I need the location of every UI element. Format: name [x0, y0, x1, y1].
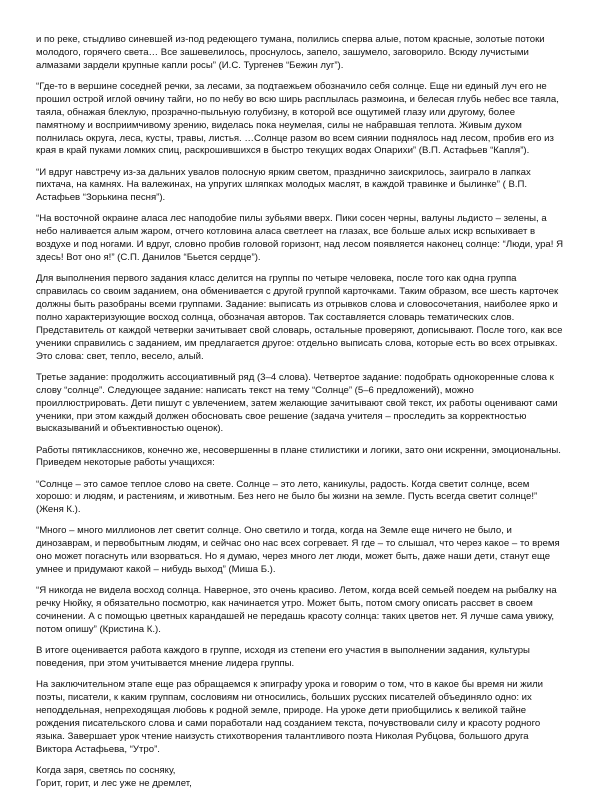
poem-line: Когда заря, светясь по сосняку,: [36, 764, 176, 776]
text-paragraph: и по реке, стыдливо синевшей из-под редеющего тумана, полились сперва алые, потом красные, золотые потоки молодого, горячего света… Все зашевелилось, проснулось, запело, зашумело, заговорило. Всюду лучистыми алмазами зардели крупные капли росы” (И.С. Тургенев “Бежин луг”).: [36, 34, 545, 71]
student-work-paragraph: “Солнце – это самое теплое слово на свете. Солнце – это лето, каникулы, радость. Когда светит солнце, всем хорошо: и людям, и растениям, и животным. Без него не было бы жизни на земле. Пусть всегда светит солнце!” (Женя К.).: [36, 478, 538, 516]
student-work-paragraph: “Я никогда не видела восход солнца. Наверное, это очень красиво. Летом, когда всей семьей поедем на рыбалку на речку Нюйку, я обязательно посмотрю, как начинается утро. Может быть, потом смогу описать рассвет в своем сочинении. А с помощью цветных карандашей не передашь красоту солнца: таких цветов нет. Я лучше сама увижу, потом опишу” (Кристина К.).: [36, 585, 557, 635]
quote-paragraph: “На восточной окраине аласа лес наподобие пилы зубьями вверх. Пики сосен черны, валуны льдисто – зелены, а небо наливается алым жаром, отчего котловина аласа светлеет на глазах, все больше алых искр вспыхивает в воздухе и под ногами. И вдруг, словно пробив головой горизонт, над лесом появляется наконец солнце: “Люди, ура! Я здесь! Вот оно я!” (С.П. Данилов “Бьется сердце”).: [36, 213, 564, 264]
text-paragraph: Третье задание: продолжить ассоциативный ряд (3–4 слова). Четвертое задание: подобрать однокоренные слова к слову “солнце”. Следующее задание: написать текст на тему “Солнце” (5–6 предложений), можно проиллюстрировать. Дети пишут с увлечением, затем желающие зачитывают свой текст, их работы оценивают сами ученики, при этом каждый должен обосновать свое решение (задача учителя – проследить за корректностью высказываний и объективностью оценок).: [36, 371, 558, 435]
text-paragraph: Работы пятиклассников, конечно же, несовершенны в плане стилистики и логики, зато они искренни, эмоциональны. Приведем некоторые работы учащихся:: [36, 444, 561, 469]
poem-line: Горит, горит, и лес уже не дремлет,: [36, 777, 192, 789]
quote-paragraph: “И вдруг навстречу из-за дальних увалов полосную ярким светом, празднично заискрилось, заиграло в лапках пихтача, на камнях. На валежинах, на упругих шляпках молодых маслят, в каждой травинке и былинке” ( В.П. Астафьев “Зорькина песня”).: [36, 166, 531, 204]
text-paragraph: В итоге оценивается работа каждого в группе, исходя из степени его участия в выполнении задания, культуры поведения, при этом учитывается мнение лидера группы.: [36, 645, 530, 669]
text-paragraph: На заключительном этапе еще раз обращаемся к эпиграфу урока и говорим о том, что в какое бы время ни жили поэты, писатели, к каким группам, сословиям ни относились, больших русских писателей объединяло одно: их неподдельная, непреходящая любовь к родной земле, природе. На уроке дети приобщились к великой тайне рождения писательского слова и сами поработали над созданием текста, почувствовали силу и красоту родного языка. Завершает урок чтение наизусть стихотворения талантливого поэта Николая Рубцова, большого друга Виктора Астафьева, “Утро”.: [36, 679, 544, 755]
quote-paragraph: “Где-то в вершине соседней речки, за лесами, за подтаежьем обозначило себя солнце. Еще ни единый луч его не прошил острой иглой овчину тайги, но по небу во всю ширь расплылась размоина, и белесая глубь небес все таяла, таяла, обнажая блеклую, прозрачно-пыльную голубизну, в которой все ощутимей глазу или другому, более памятному и восприимчивому зрению, виделась пока неумелая, силы не набравшая теплота. Живым духом полнилась округа, леса, кусты, травы, листья. …Солнце разом во всем сиянии поднялось над лесом, пробив его из края в край пуками ломких спиц, раскрошившихся в быстро текущих водах Опарихи” (В.П. Астафьев “Капля”).: [36, 80, 559, 157]
text-paragraph: Для выполнения первого задания класс делится на группы по четыре человека, после того как одна группа справилась со своим заданием, она обменивается с другой группой карточками. Таким образом, все шесть карточек должны быть разобраны всеми группами. Задание: выписать из отрывков слова и словосочетания, наиболее ярко и полно характеризующие восход солнца, обозначая авторов. Так составляется словарь тематических слов. Представитель от каждой четверки зачитывает свой словарь, остальные проверяют, дописывают. После того, как все ученики справились с заданием, им предлагается другое: отдельно выписать слова, которые есть во всех отрывках. Это слова: свет, тепло, весело, алый.: [36, 273, 563, 362]
student-work-paragraph: “Много – много миллионов лет светит солнце. Оно светило и тогда, когда на Земле еще ничего не было, и динозаврам, и первобытным людям, и сейчас оно нас всех согревает. Я где – то слышал, что через какое – то время оно может погаснуть или взорваться. Но я думаю, через много лет люди, может быть, даже наши дети, станут еще умнее и придумают какой – нибудь выход” (Миша Б.).: [36, 525, 560, 576]
